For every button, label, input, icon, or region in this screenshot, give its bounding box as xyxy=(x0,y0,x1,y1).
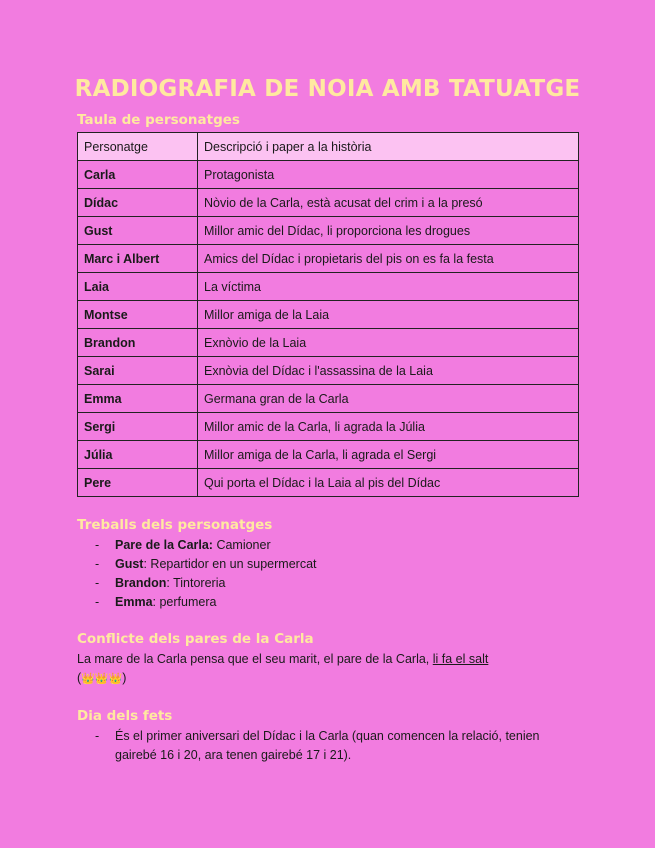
job-text: : Repartidor en un supermercat xyxy=(143,557,317,571)
table-row xyxy=(78,273,579,301)
table-row xyxy=(78,189,579,217)
character-name: Emma xyxy=(78,385,198,413)
job-text: Camioner xyxy=(212,538,271,552)
paren-close: ) xyxy=(122,671,127,685)
job-text: : Tintoreria xyxy=(166,576,226,590)
character-name: Júlia xyxy=(78,441,198,469)
paren-open: ( xyxy=(77,671,82,685)
crown-emojis: 👑👑👑 xyxy=(81,673,123,685)
job-person: Pare de la Carla: xyxy=(115,538,213,552)
character-name: Dídac xyxy=(78,189,198,217)
document-title: RADIOGRAFIA DE NOIA AMB TATUATGE xyxy=(74,76,581,102)
list-item: - Pare de la Carla: Camioner xyxy=(95,538,271,552)
character-name: Montse xyxy=(78,301,198,329)
day-heading: Dia dels fets xyxy=(77,708,173,724)
jobs-list xyxy=(95,536,317,612)
header-cell-description: Descripció i paper a la història xyxy=(198,133,579,161)
list-item: - Brandon: Tintoreria xyxy=(95,576,226,590)
table-row xyxy=(78,413,579,441)
character-name: Marc i Albert xyxy=(78,245,198,273)
conflict-heading: Conflicte dels pares de la Carla xyxy=(77,631,314,647)
table-row xyxy=(78,441,579,469)
character-description: Nòvio de la Carla, està acusat del crim i a la presó xyxy=(198,189,579,217)
header-cell-character: Personatge xyxy=(78,133,198,161)
characters-table xyxy=(77,132,579,497)
table-row xyxy=(78,161,579,189)
list-item: - És el primer aniversari del Dídac i la Carla (quan comencen la relació, tenien gairebé 16 i 20, ara tenen gairebé 17 i 21). xyxy=(95,729,540,762)
character-description: Millor amic de la Carla, li agrada la Júlia xyxy=(198,413,579,441)
table-row xyxy=(78,217,579,245)
job-text: : perfumera xyxy=(152,595,217,609)
list-item: - Emma: perfumera xyxy=(95,595,217,609)
table-row xyxy=(78,245,579,273)
day-list xyxy=(95,727,555,765)
character-description: Amics del Dídac i propietaris del pis on es fa la festa xyxy=(198,245,579,273)
character-description: Protagonista xyxy=(198,161,579,189)
character-name: Pere xyxy=(78,469,198,497)
jobs-heading: Treballs dels personatges xyxy=(77,517,273,533)
character-name: Brandon xyxy=(78,329,198,357)
character-name: Sarai xyxy=(78,357,198,385)
job-person: Brandon xyxy=(115,576,167,590)
character-description: Millor amiga de la Carla, li agrada el Sergi xyxy=(198,441,579,469)
day-text: És el primer aniversari del Dídac i la Carla (quan comencen la relació, tenien gairebé 16 i 20, ara tenen gairebé 17 i 21). xyxy=(115,729,540,762)
table-row xyxy=(78,329,579,357)
character-description: Millor amic del Dídac, li proporciona les drogues xyxy=(198,217,579,245)
conflict-paragraph xyxy=(77,650,557,689)
job-person: Gust xyxy=(115,557,144,571)
table-row xyxy=(78,357,579,385)
character-description: Germana gran de la Carla xyxy=(198,385,579,413)
table-row xyxy=(78,385,579,413)
table-header-row xyxy=(78,133,579,161)
character-name: Laia xyxy=(78,273,198,301)
conflict-link[interactable]: li fa el salt xyxy=(432,652,489,666)
table-row xyxy=(78,301,579,329)
job-person: Emma xyxy=(115,595,153,609)
character-description: La víctima xyxy=(198,273,579,301)
character-description: Exnòvio de la Laia xyxy=(198,329,579,357)
table-heading: Taula de personatges xyxy=(77,112,240,128)
character-description: Exnòvia del Dídac i l'assassina de la Laia xyxy=(198,357,579,385)
character-description: Qui porta el Dídac i la Laia al pis del Dídac xyxy=(198,469,579,497)
character-name: Gust xyxy=(78,217,198,245)
conflict-text: La mare de la Carla pensa que el seu marit, el pare de la Carla, xyxy=(77,652,433,666)
character-name: Sergi xyxy=(78,413,198,441)
table-row xyxy=(78,469,579,497)
character-description: Millor amiga de la Laia xyxy=(198,301,579,329)
list-item: - Gust: Repartidor en un supermercat xyxy=(95,557,317,571)
character-name: Carla xyxy=(78,161,198,189)
